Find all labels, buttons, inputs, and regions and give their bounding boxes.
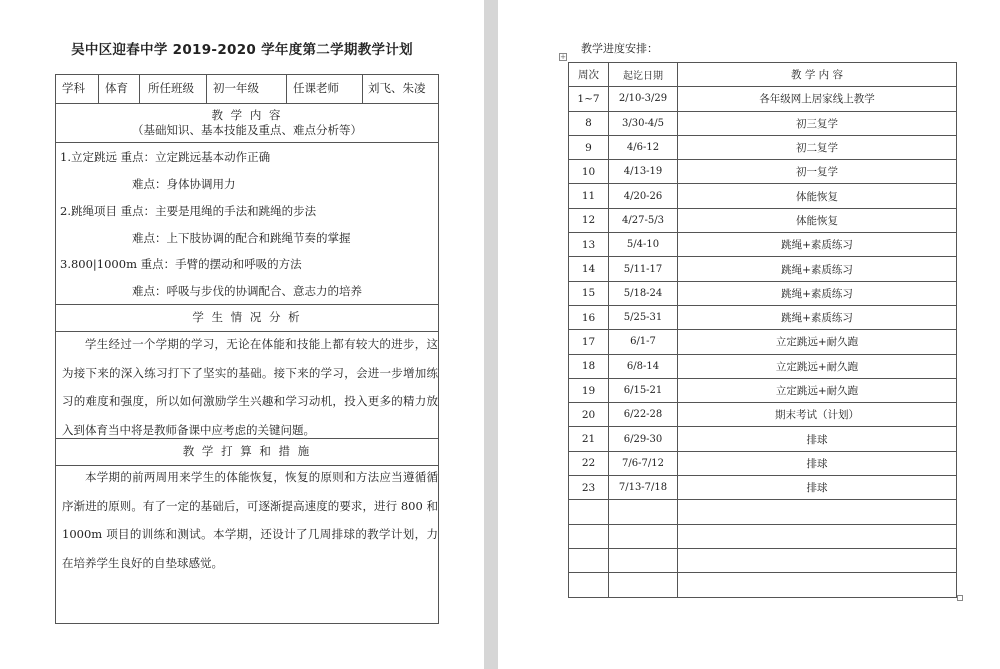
content-line-3: 2.跳绳项目 重点：主要是甩绳的手法和跳绳的步法 <box>60 204 317 218</box>
analysis-text: 学生经过一个学期的学习，无论在体能和技能上都有较大的进步，这为接下来的深入练习打下了坚实的基础。接下来的学习，会进一步增加练习的难度和强度，所以如何激励学生兴趣和学习动机，投入更多的精力放入到体育当中将是教师备课中应考虑的关键问题。 <box>62 337 438 437</box>
schedule-heading: 教学进度安排： <box>581 42 658 55</box>
header-week: 周次 <box>569 63 609 87</box>
info-class-value: 初一年级 <box>213 81 259 95</box>
content-line-6: 难点：呼吸与步伐的协调配合、意志力的培养 <box>132 284 362 298</box>
table-row: 18 6/8-14 立定跳远+耐久跑 <box>569 354 957 378</box>
table-row: 15 5/18-24 跳绳+素质练习 <box>569 281 957 305</box>
table-row: 12 4/27-5/3 体能恢复 <box>569 208 957 232</box>
table-resize-handle-icon[interactable] <box>957 595 963 601</box>
table-row: 17 6/1-7 立定跳远+耐久跑 <box>569 330 957 354</box>
table-row: 13 5/4-10 跳绳+素质练习 <box>569 233 957 257</box>
table-row: 16 5/25-31 跳绳+素质练习 <box>569 305 957 329</box>
content-line-4: 难点：上下肢协调的配合和跳绳节奏的掌握 <box>132 231 351 245</box>
content-line-2: 难点：身体协调用力 <box>132 177 236 191</box>
table-row: 20 6/22-28 期末考试（计划） <box>569 403 957 427</box>
table-row: 8 3/30-4/5 初三复学 <box>569 111 957 135</box>
table-row: 1~7 2/10-3/29 各年级网上居家线上教学 <box>569 87 957 111</box>
table-row: 19 6/15-21 立定跳远+耐久跑 <box>569 378 957 402</box>
info-class-label: 所任班级 <box>148 81 194 95</box>
info-subject-label: 学科 <box>62 81 85 95</box>
table-move-handle-icon[interactable]: + <box>560 53 566 61</box>
header-content: 教 学 内 容 <box>678 63 957 87</box>
schedule-table <box>568 62 957 598</box>
info-teacher-value: 刘飞、朱凌 <box>368 81 426 95</box>
page-title: 吴中区迎春中学 2019-2020 学年度第二学期教学计划 <box>71 42 413 58</box>
plan-text: 本学期的前两周用来学生的体能恢复，恢复的原则和方法应当遵循循序渐进的原则。有了一定的基础后，可逐渐提高速度的要求，进行 800 和 1000m 项目的训练和测试。本学期，还设计了几周排球的教学计划，力在培养学生良好的自垫球感觉。 <box>62 470 438 570</box>
content-line-1: 1.立定跳远 重点：立定跳远基本动作正确 <box>60 150 271 164</box>
info-subject-value: 体育 <box>105 81 128 95</box>
table-row: 22 7/6-7/12 排球 <box>569 451 957 475</box>
table-row: 23 7/13-7/18 排球 <box>569 476 957 500</box>
plan-header: 教 学 打 算 和 措 施 <box>182 444 312 458</box>
content-subheader: （基础知识、基本技能及重点、难点分析等） <box>132 123 362 137</box>
info-teacher-label: 任课老师 <box>293 81 339 95</box>
table-row-empty <box>569 548 957 572</box>
content-header: 教 学 内 容 <box>211 108 283 122</box>
schedule-header-row <box>569 63 957 87</box>
table-row-empty <box>569 524 957 548</box>
table-row-empty <box>569 573 957 597</box>
content-line-5: 3.800|1000m 重点：手臂的摆动和呼吸的方法 <box>60 257 302 271</box>
table-row: 10 4/13-19 初一复学 <box>569 160 957 184</box>
table-row: 9 4/6-12 初二复学 <box>569 135 957 159</box>
page-gap <box>484 0 498 669</box>
table-row: 21 6/29-30 排球 <box>569 427 957 451</box>
header-dates: 起讫日期 <box>609 63 678 87</box>
table-row-empty <box>569 500 957 524</box>
table-row: 14 5/11-17 跳绳+素质练习 <box>569 257 957 281</box>
table-row: 11 4/20-26 体能恢复 <box>569 184 957 208</box>
analysis-header: 学 生 情 况 分 析 <box>192 310 302 324</box>
